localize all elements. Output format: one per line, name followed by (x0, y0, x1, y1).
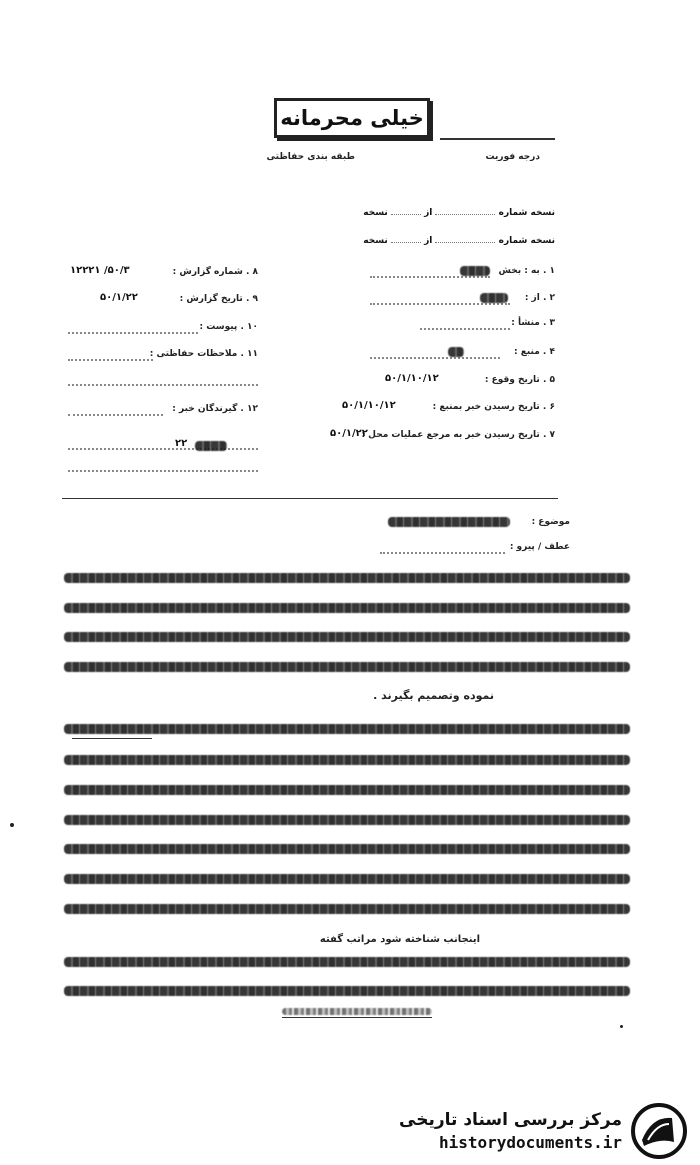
field-12-label: ۱۲ . گیرندگان خبر : (172, 404, 258, 414)
recipient-redacted (195, 441, 227, 451)
field-6-value: ۵۰/۱/۱۰/۱۲ (342, 400, 396, 411)
header-rule-right (440, 138, 555, 140)
body-line (64, 632, 630, 642)
signature-mark (282, 1008, 432, 1015)
copy-number-line-2: نسخه شماره از نسخه (363, 236, 555, 246)
reference-label: عطف / پیرو : (509, 542, 570, 552)
body-tail-2: اینجانب شناخته شود مراتب گفته (319, 934, 480, 945)
signature-line (282, 1017, 432, 1018)
field-1-dots (370, 276, 490, 278)
logo-title: مرکز بررسی اسناد تاریخی (399, 1110, 622, 1130)
underline-mark (72, 738, 152, 739)
field-5-value: ۵۰/۱/۱۰/۱۲ (385, 373, 439, 384)
field-7-label: ۷ . تاریخ رسیدن خبر به مرجع عملیات محل : (361, 430, 555, 440)
subject-redacted (388, 517, 510, 527)
field-2-dots (370, 303, 510, 305)
section-divider (62, 498, 558, 499)
field-8-value: ۱۲۲۲۱ /۵۰/۳ (70, 265, 130, 276)
field-6-label: ۶ . تاریخ رسیدن خبر بمنبع : (432, 402, 555, 412)
body-line (64, 724, 630, 734)
body-line (64, 573, 630, 583)
speck (10, 823, 14, 827)
subject-label: موضوع : (531, 517, 570, 527)
body-line (64, 603, 630, 613)
field-1-redacted (460, 266, 490, 276)
field-12-dots (68, 414, 163, 416)
priority-label: درجه فوریت (485, 152, 540, 162)
classification-label: طبقه بندی حفاظتی (266, 152, 355, 162)
reference-dots (380, 552, 505, 554)
field-8-label: ۸ . شماره گزارش : (172, 267, 258, 277)
field-11-dots-2 (68, 384, 258, 386)
recipient-dots-1 (68, 448, 258, 450)
field-1-label: ۱ . به : بخش (498, 266, 555, 276)
speck (620, 1025, 623, 1028)
classification-stamp (274, 98, 430, 138)
body-line (64, 755, 630, 765)
field-4-dots (370, 357, 500, 359)
field-2-label: ۲ . از : (524, 293, 555, 303)
field-2-redacted (480, 293, 508, 303)
field-3-label: ۳ . منشأ : (511, 318, 555, 328)
field-9-value: ۵۰/۱/۲۲ (100, 292, 138, 303)
body-line (64, 662, 630, 672)
body-line (64, 874, 630, 884)
body-line (64, 957, 630, 967)
field-4-redacted (448, 347, 464, 357)
field-11-dots (68, 359, 153, 361)
body-line (64, 844, 630, 854)
recipient-number: ۲۲ (175, 438, 188, 449)
logo-url: historydocuments.ir (438, 1133, 622, 1152)
body-line (64, 986, 630, 996)
field-7-value: ۵۰/۱/۲۲ (330, 428, 368, 439)
field-5-label: ۵ . تاریخ وقوع : (484, 375, 555, 385)
archive-logo-icon (630, 1102, 688, 1160)
field-10-dots (68, 332, 198, 334)
recipient-dots-2 (68, 470, 258, 472)
body-line (64, 815, 630, 825)
stamp-text: خیلی محرمانه (280, 106, 424, 130)
body-line (64, 785, 630, 795)
field-4-label: ۴ . منبع : (514, 347, 555, 357)
body-line (64, 904, 630, 914)
field-11-label: ۱۱ . ملاحظات حفاظتی : (149, 349, 258, 359)
field-3-dots (420, 328, 510, 330)
copy-number-line-1: نسخه شماره از نسخه (363, 208, 555, 218)
field-9-label: ۹ . تاریخ گزارش : (179, 294, 258, 304)
body-tail-1: نموده وتصمیم بگیرند . (373, 689, 494, 702)
field-10-label: ۱۰ . پیوست : (199, 322, 258, 332)
